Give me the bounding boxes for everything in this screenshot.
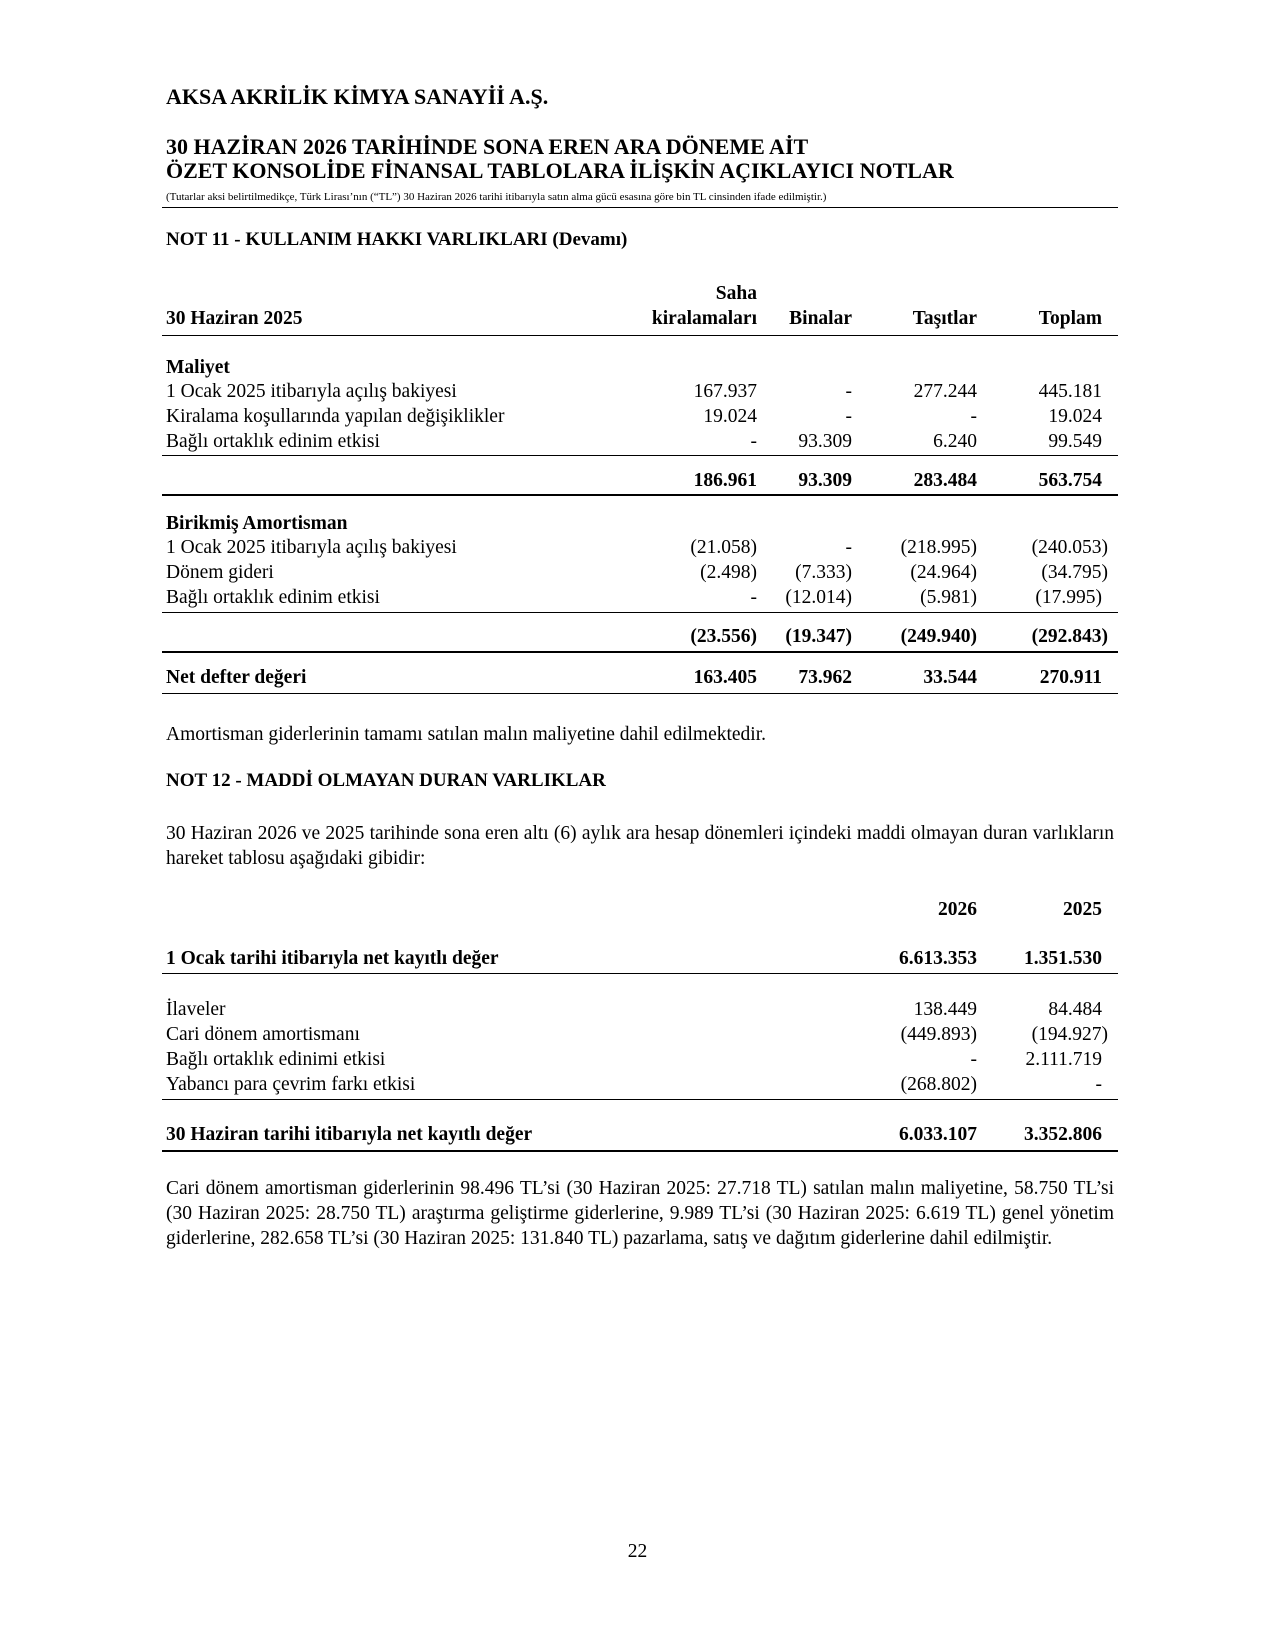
- cell-toplam: 19.024: [1048, 406, 1102, 427]
- cell-saha: 19.024: [703, 406, 757, 427]
- movements-rule: [162, 1099, 1118, 1100]
- cell-saha: (21.058): [690, 537, 757, 558]
- cell-binalar: 93.309: [798, 470, 852, 491]
- cell-tasitlar: 277.244: [913, 381, 977, 402]
- cell-toplam: (17.995): [1035, 587, 1102, 608]
- amortization-subtotal-rule: [162, 612, 1118, 613]
- note11-title: NOT 11 - KULLANIM HAKKI VARLIKLARI (Devamı): [166, 229, 628, 250]
- cell-saha: 163.405: [693, 667, 757, 688]
- table-header-rule: [162, 335, 1118, 336]
- row-label: 1 Ocak tarihi itibarıyla net kayıtlı değer: [166, 948, 499, 969]
- cell-binalar: 93.309: [798, 431, 852, 452]
- row-label: 1 Ocak 2025 itibarıyla açılış bakiyesi: [166, 381, 457, 402]
- cell-2026: (449.893): [900, 1024, 977, 1045]
- col-header-tasitlar: Taşıtlar: [912, 308, 977, 329]
- cell-tasitlar: 6.240: [933, 431, 977, 452]
- col-header-2025: 2025: [1063, 899, 1102, 920]
- cell-2026: (268.802): [900, 1074, 977, 1095]
- cell-saha: (23.556): [690, 626, 757, 647]
- cell-toplam: (292.843): [1031, 626, 1108, 647]
- cell-binalar: -: [845, 537, 852, 558]
- cell-tasitlar: (24.964): [910, 562, 977, 583]
- cell-tasitlar: 33.544: [923, 667, 977, 688]
- cell-saha: 167.937: [693, 381, 757, 402]
- row-label: Yabancı para çevrim farkı etkisi: [166, 1074, 416, 1095]
- cell-tasitlar: (218.995): [900, 537, 977, 558]
- row-label: Net defter değeri: [166, 667, 307, 688]
- cell-2025: (194.927): [1031, 1024, 1108, 1045]
- col-header-saha-line1: Saha: [715, 283, 757, 304]
- cell-binalar: (19.347): [785, 626, 852, 647]
- amortization-section-title: Birikmiş Amortisman: [166, 513, 348, 534]
- cell-saha: (2.498): [700, 562, 757, 583]
- cell-saha: -: [750, 587, 757, 608]
- col-header-toplam: Toplam: [1038, 308, 1102, 329]
- cell-binalar: (12.014): [785, 587, 852, 608]
- cell-toplam: (34.795): [1041, 562, 1108, 583]
- row-label: Bağlı ortaklık edinim etkisi: [166, 431, 380, 452]
- cell-saha: -: [750, 431, 757, 452]
- cell-tasitlar: 283.484: [913, 470, 977, 491]
- page-number: 22: [627, 1541, 648, 1562]
- col-header-binalar: Binalar: [789, 308, 852, 329]
- cell-binalar: -: [845, 381, 852, 402]
- cell-2026: 6.613.353: [899, 948, 977, 969]
- col-header-saha-line2: kiralamaları: [651, 308, 757, 329]
- cell-tasitlar: -: [970, 406, 977, 427]
- cost-total-rule: [162, 494, 1118, 496]
- col-header-2026: 2026: [938, 899, 977, 920]
- cell-2025: -: [1095, 1074, 1102, 1095]
- cell-toplam: (240.053): [1031, 537, 1108, 558]
- cell-2025: 1.351.530: [1024, 948, 1102, 969]
- row-label: Kiralama koşullarında yapılan değişiklikler: [166, 406, 505, 427]
- cell-toplam: 270.911: [1039, 667, 1102, 688]
- cell-2026: -: [970, 1049, 977, 1070]
- cell-tasitlar: (249.940): [900, 626, 977, 647]
- row-label: İlaveler: [166, 999, 226, 1020]
- currency-note: (Tutarlar aksi belirtilmedikçe, Türk Lirası’nın (“TL”) 30 Haziran 2026 tarihi itibarıyla satın alma gücü esasına göre bin TL cinsinden ifade edilmiştir.): [166, 191, 827, 203]
- cell-binalar: 73.962: [798, 667, 852, 688]
- opening-balance-rule: [162, 973, 1118, 974]
- row-label: Cari dönem amortismanı: [166, 1024, 360, 1045]
- note12-closing-paragraph: Cari dönem amortisman giderlerinin 98.496 TL’si (30 Haziran 2025: 27.718 TL) satılan malın maliyetine, 58.750 TL’si (30 Haziran 2025: 28.750 TL) araştırma geliştirme giderlerine, 9.989 TL’si (30 Haziran 2025: 6.619 TL) genel yönetim giderlerine, 282.658 TL’si (30 Haziran 2025: 131.840 TL) pazarlama, satış ve dağıtım giderlerine dahil edilmiştir.: [166, 1178, 1114, 1249]
- row-label: 30 Haziran tarihi itibarıyla net kayıtlı değer: [166, 1124, 533, 1145]
- note12-title: NOT 12 - MADDİ OLMAYAN DURAN VARLIKLAR: [166, 770, 606, 791]
- cell-binalar: -: [845, 406, 852, 427]
- cost-subtotal-rule: [162, 455, 1118, 456]
- cost-section-title: Maliyet: [166, 357, 230, 378]
- report-title-line1: 30 HAZİRAN 2026 TARİHİNDE SONA EREN ARA DÖNEME AİT: [166, 134, 809, 159]
- cell-toplam: 563.754: [1038, 470, 1102, 491]
- row-label: 1 Ocak 2025 itibarıyla açılış bakiyesi: [166, 537, 457, 558]
- cell-2026: 6.033.107: [899, 1124, 977, 1145]
- note12-intro: 30 Haziran 2026 ve 2025 tarihinde sona eren altı (6) aylık ara hesap dönemleri içindeki maddi olmayan duran varlıkların hareket tablosu aşağıdaki gibidir:: [166, 823, 1114, 869]
- period-label: 30 Haziran 2025: [166, 308, 303, 329]
- cell-toplam: 445.181: [1038, 381, 1102, 402]
- cell-2025: 84.484: [1048, 999, 1102, 1020]
- cell-saha: 186.961: [693, 470, 757, 491]
- company-name: AKSA AKRİLİK KİMYA SANAYİİ A.Ş.: [166, 84, 549, 109]
- cell-tasitlar: (5.981): [920, 587, 977, 608]
- closing-balance-rule: [162, 1150, 1118, 1152]
- amortization-total-rule: [162, 651, 1118, 653]
- row-label: Bağlı ortaklık edinimi etkisi: [166, 1049, 386, 1070]
- header-divider: [162, 207, 1118, 208]
- cell-2025: 3.352.806: [1024, 1124, 1102, 1145]
- row-label: Bağlı ortaklık edinim etkisi: [166, 587, 380, 608]
- row-label: Dönem gideri: [166, 562, 274, 583]
- net-book-value-rule: [162, 693, 1118, 694]
- cell-2025: 2.111.719: [1025, 1049, 1102, 1070]
- report-title-line2: ÖZET KONSOLİDE FİNANSAL TABLOLARA İLİŞKİN AÇIKLAYICI NOTLAR: [166, 158, 954, 183]
- cell-binalar: (7.333): [795, 562, 852, 583]
- cell-toplam: 99.549: [1048, 431, 1102, 452]
- note11-footnote: Amortisman giderlerinin tamamı satılan malın maliyetine dahil edilmektedir.: [166, 724, 767, 745]
- cell-2026: 138.449: [913, 999, 977, 1020]
